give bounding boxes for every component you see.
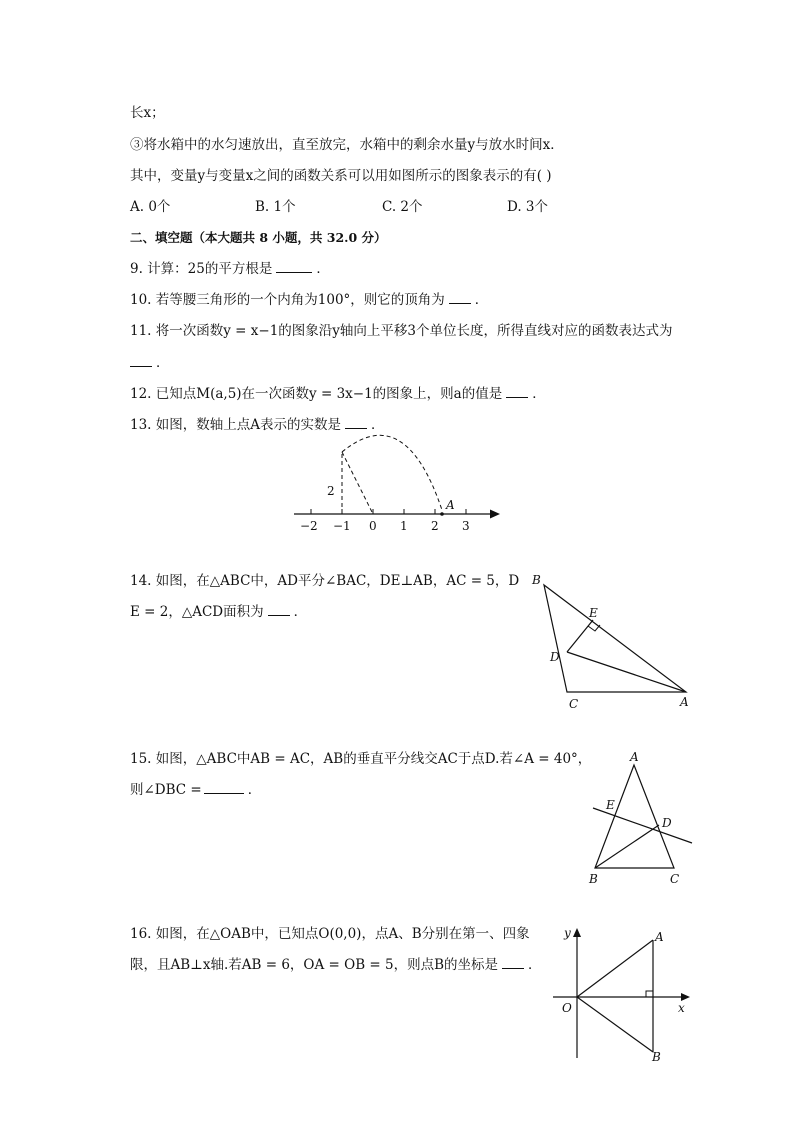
height-label: 2 — [327, 484, 335, 498]
question-11: 11. 将一次函数y = x−1的图象沿y轴向上平移3个单位长度，所得直线对应的函数表达式为 — [130, 323, 673, 339]
answer-blank — [502, 956, 524, 969]
question-14-end: ． — [293, 604, 308, 620]
option-b: B. 1个 — [255, 199, 296, 215]
label-a: A — [655, 930, 664, 944]
label-x: x — [678, 1001, 685, 1015]
label-d: D — [550, 650, 560, 664]
coordinate-figure-16 — [553, 926, 690, 1064]
segment-ad — [567, 652, 686, 692]
label-a: A — [680, 695, 689, 709]
question-14-line-2 — [130, 603, 307, 621]
label-b: B — [589, 872, 598, 886]
tick-label: 2 — [431, 519, 439, 533]
label-b: B — [532, 573, 541, 587]
text-line-2: ③将水箱中的水匀速放出，直至放完，水箱中的剩余水量y与放水时间x． — [130, 137, 564, 153]
point-a-dot — [440, 512, 444, 516]
hypotenuse-dashed-line — [342, 452, 373, 514]
label-o: O — [562, 1001, 572, 1015]
section-heading: 二、填空题（本大题共 8 小题，共 32.0 分） — [130, 230, 387, 245]
question-9-end: ． — [316, 261, 330, 277]
question-13-end: ． — [371, 417, 385, 433]
question-15-line-2 — [130, 781, 261, 799]
point-a-label: A — [446, 498, 455, 512]
label-e: E — [589, 606, 598, 620]
label-b: B — [652, 1050, 661, 1064]
text-line-1: 长x； — [130, 105, 165, 121]
arc-dashed — [342, 435, 442, 510]
question-9-text: 9. 计算：25的平方根是 — [130, 261, 273, 277]
question-11-end: ． — [156, 355, 170, 371]
question-10-end: ． — [474, 292, 489, 308]
segment-de — [567, 620, 593, 652]
question-16-line-1: 16. 如图，在△OAB中，已知点O(0,0)，点A、B分别在第一、四象 — [130, 926, 530, 942]
question-16-end: ． — [528, 957, 542, 973]
question-13-text: 13. 如图，数轴上点A表示的实数是 — [130, 417, 342, 433]
tick-label: 1 — [400, 519, 408, 533]
number-line-group — [294, 435, 500, 533]
question-16-text: 限，且AB⊥x轴.若AB = 6，OA = OB = 5，则点B的坐标是 — [130, 957, 499, 973]
option-d: D. 3个 — [507, 199, 549, 215]
perpendicular-bisector — [593, 808, 692, 843]
question-15-line-1: 15. 如图，△ABC中AB = AC，AB的垂直平分线交AC于点D.若∠A = 40°， — [130, 751, 592, 767]
triangle-abc — [544, 585, 686, 692]
question-14-line-1: 14. 如图，在△ABC中，AD平分∠BAC，DE⊥AB，AC = 5，D — [130, 573, 520, 589]
tick-label: −1 — [333, 519, 351, 533]
text-line-3: 其中，变量y与变量x之间的函数关系可以用如图所示的图象表示的有( ) — [130, 168, 552, 184]
answer-blank — [204, 781, 244, 794]
tick-label: −2 — [300, 519, 318, 533]
question-12-end: ． — [532, 386, 546, 402]
tick-label: 3 — [462, 519, 470, 533]
segment-ob — [577, 997, 653, 1052]
question-15-text: 则∠DBC = — [130, 782, 202, 798]
label-e: E — [606, 798, 615, 812]
triangle-abc-figure-14 — [531, 573, 689, 711]
label-d: D — [662, 816, 672, 830]
label-c: C — [569, 697, 579, 711]
right-angle-mark — [646, 991, 653, 997]
x-axis-arrow — [681, 993, 690, 1001]
option-c: C. 2个 — [382, 199, 423, 215]
answer-blank — [268, 603, 290, 616]
question-10-text: 10. 若等腰三角形的一个内角为100°，则它的顶角为 — [130, 292, 445, 308]
label-c: C — [670, 872, 680, 886]
question-16-line-2 — [130, 956, 542, 974]
segment-oa — [577, 940, 653, 997]
segment-bd — [595, 825, 659, 868]
question-15-end: ． — [247, 782, 262, 798]
y-axis-arrow — [573, 928, 581, 937]
question-14-text: E = 2，△ACD面积为 — [130, 604, 264, 620]
label-a: A — [630, 750, 639, 764]
number-line-arrow — [490, 510, 500, 519]
question-12-text: 12. 已知点M(a,5)在一次函数y = 3x−1的图象上，则a的值是 — [130, 386, 503, 402]
triangle-abc-figure-15 — [588, 750, 692, 886]
option-a: A. 0个 — [130, 199, 171, 215]
tick-label: 0 — [369, 519, 377, 533]
label-y: y — [564, 926, 571, 940]
